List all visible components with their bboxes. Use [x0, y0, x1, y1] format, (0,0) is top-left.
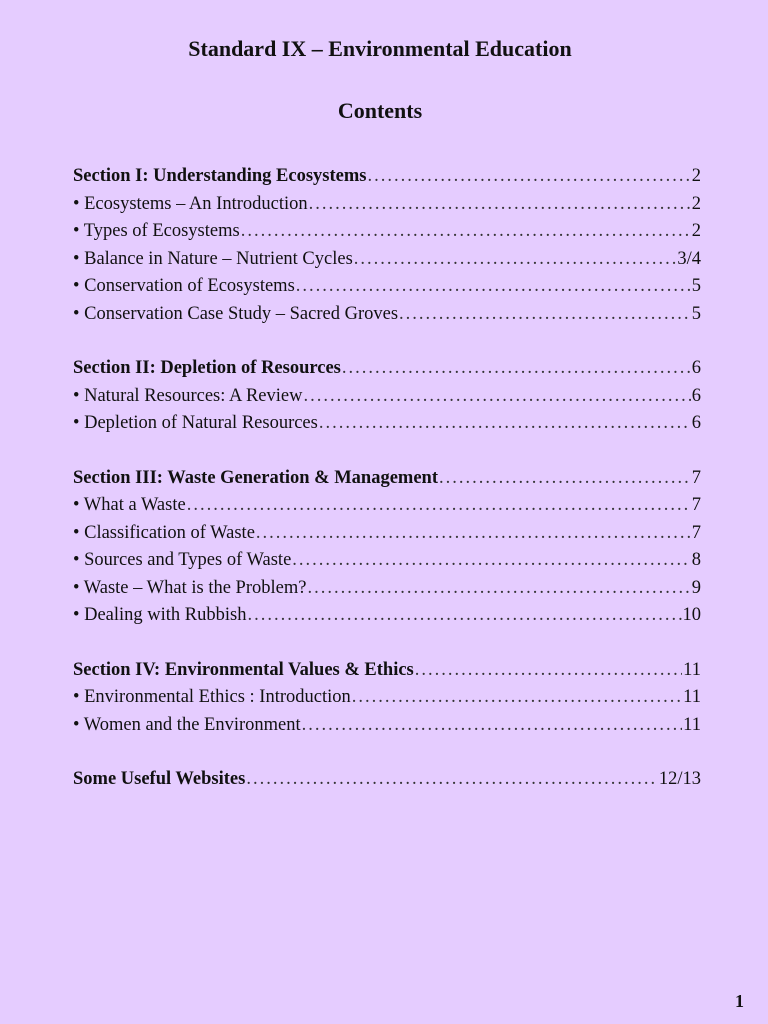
dot-leader	[247, 602, 681, 630]
toc-section	[73, 355, 701, 438]
dot-leader	[241, 218, 691, 246]
toc-entry-page: 7	[691, 522, 701, 543]
toc-entry	[73, 383, 701, 411]
toc-section-heading-label: Section II: Depletion of Resources	[73, 358, 341, 378]
toc-entry-label: • Environmental Ethics : Introduction	[73, 687, 351, 707]
dot-leader	[415, 657, 682, 685]
toc-entry-label: • Classification of Waste	[73, 522, 255, 543]
toc-entry-label: • Conservation of Ecosystems	[73, 276, 295, 296]
toc-entry-page: 2	[691, 221, 701, 241]
toc-entry-page: 9	[691, 577, 701, 598]
toc-entry	[73, 410, 701, 438]
toc-section-heading-page: 6	[691, 358, 701, 378]
toc-entry-label: • Conservation Case Study – Sacred Groves	[73, 303, 399, 324]
document-title: Standard IX – Environmental Education	[188, 36, 572, 61]
toc-section-heading-page: 11	[683, 659, 701, 680]
dot-leader	[303, 383, 690, 411]
toc-entry-label: • Natural Resources: A Review	[73, 385, 303, 406]
toc-entry	[73, 547, 701, 575]
toc-entry-label: • Types of Ecosystems	[73, 221, 240, 241]
toc-section-heading-label: Some Useful Websites	[73, 769, 246, 789]
toc-section-heading	[73, 657, 701, 685]
dot-leader	[439, 465, 691, 493]
dot-leader	[256, 520, 691, 548]
dot-leader	[319, 410, 691, 438]
toc-entry	[73, 520, 701, 548]
toc-entry-page: 11	[683, 687, 701, 707]
toc-section	[73, 766, 701, 794]
toc-entry-page: 11	[683, 714, 701, 735]
dot-leader	[354, 246, 677, 274]
toc-section	[73, 163, 701, 328]
toc-entry-label: • Balance in Nature – Nutrient Cycles	[73, 248, 353, 269]
dot-leader	[292, 547, 690, 575]
toc-entry-label: • Ecosystems – An Introduction	[73, 193, 308, 214]
toc-entry-page: 6	[691, 413, 701, 433]
toc-entry-page: 5	[691, 276, 701, 296]
dot-leader	[302, 712, 683, 740]
toc-entry	[73, 492, 701, 520]
toc-entry-label: • What a Waste	[73, 495, 186, 515]
toc-entry	[73, 712, 701, 740]
table-of-contents	[73, 163, 701, 821]
dot-leader	[399, 301, 691, 329]
toc-entry-label: • Sources and Types of Waste	[73, 550, 292, 570]
toc-entry-page: 6	[691, 385, 701, 406]
toc-entry	[73, 273, 701, 301]
toc-entry-label: • Waste – What is the Problem?	[73, 577, 307, 598]
toc-entry-page: 7	[691, 495, 701, 515]
toc-section-heading	[73, 355, 701, 383]
toc-entry-label: • Women and the Environment	[73, 714, 301, 735]
dot-leader	[309, 191, 691, 219]
toc-entry	[73, 191, 701, 219]
toc-section-heading-page: 7	[691, 467, 701, 488]
contents-heading: Contents	[337, 98, 423, 123]
toc-section	[73, 465, 701, 630]
toc-section-heading	[73, 766, 701, 794]
toc-entry	[73, 246, 701, 274]
dot-leader	[342, 355, 691, 383]
toc-entry-label: • Depletion of Natural Resources	[73, 413, 318, 433]
toc-entry-page: 2	[691, 193, 701, 214]
toc-entry	[73, 218, 701, 246]
toc-section-heading	[73, 465, 701, 493]
toc-section-heading-label: Section IV: Environmental Values & Ethics	[73, 659, 414, 680]
page-number: 1	[735, 991, 744, 1011]
dot-leader	[367, 163, 690, 191]
toc-entry	[73, 684, 701, 712]
toc-section	[73, 657, 701, 740]
dot-leader	[307, 575, 690, 603]
toc-entry	[73, 301, 701, 329]
dot-leader	[246, 766, 658, 794]
toc-entry	[73, 575, 701, 603]
toc-section-heading	[73, 163, 701, 191]
toc-entry-page: 8	[691, 550, 701, 570]
toc-entry-page: 3/4	[677, 248, 701, 269]
toc-section-heading-label: Section I: Understanding Ecosystems	[73, 166, 367, 186]
toc-entry-page: 5	[691, 303, 701, 324]
toc-section-heading-page: 2	[691, 166, 701, 186]
dot-leader	[352, 684, 682, 712]
toc-entry-label: • Dealing with Rubbish	[73, 605, 247, 625]
toc-section-heading-page: 12/13	[658, 769, 701, 789]
toc-entry	[73, 602, 701, 630]
toc-section-heading-label: Section III: Waste Generation & Management	[73, 467, 438, 488]
toc-entry-page: 10	[682, 605, 701, 625]
dot-leader	[187, 492, 691, 520]
dot-leader	[296, 273, 691, 301]
